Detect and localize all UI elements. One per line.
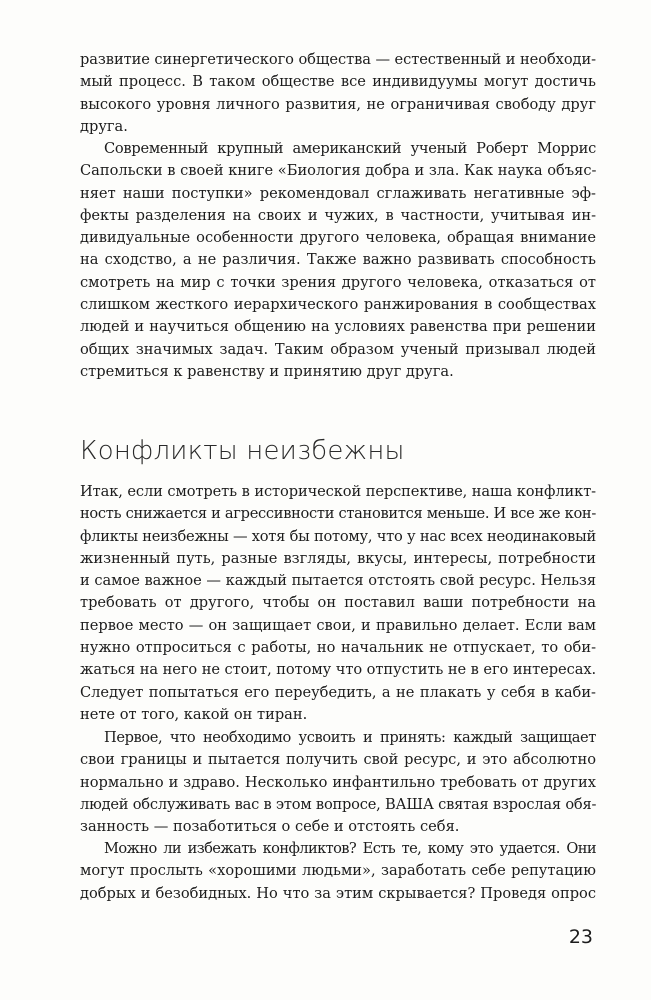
- text-line: Следует попытаться его переубедить, а не плакать у себя в каби-: [80, 683, 596, 701]
- text-line: дивидуальные особенности другого человека, обращая внимание: [80, 229, 596, 247]
- text-line: Первое, что необходимо усвоить и принять: каждый защищает: [104, 729, 596, 746]
- text-line: Итак, если смотреть в исторической перспективе, наша конфликт-: [80, 483, 596, 500]
- text-line: няет наши поступки» рекомендовал сглаживать негативные эф-: [80, 184, 596, 202]
- section-heading: Конфликты неизбежны: [80, 436, 405, 466]
- text-line: слишком жесткого иерархического ранжирования в сообществах: [80, 296, 596, 314]
- paragraph-2: [80, 138, 596, 383]
- text-line: нужно отпроситься с работы, но начальник не отпускает, то оби-: [80, 639, 596, 657]
- text-line: развитие синергетического общества — естественный и необходи-: [80, 51, 596, 68]
- text-line: фликты неизбежны — хотя бы потому, что у нас всех неодинаковый: [80, 527, 596, 545]
- text-line: людей и научиться общению на условиях равенства при решении: [80, 318, 596, 336]
- text-line: на сходство, а не различия. Также важно развивать способность: [80, 251, 596, 269]
- text-line: общих значимых задач. Таким образом ученый призывал людей: [80, 340, 596, 358]
- text-line: жизненный путь, разные взгляды, вкусы, интересы, потребности: [80, 549, 596, 567]
- text-line: друга.: [80, 117, 128, 135]
- text-line: стремиться к равенству и принятию друг друга.: [80, 362, 454, 380]
- text-line: высокого уровня личного развития, не ограничивая свободу друг: [80, 95, 596, 113]
- text-line: Сапольски в своей книге «Биология добра и зла. Как наука объяс-: [80, 162, 597, 180]
- text-line: людей обслуживать вас в этом вопросе, ВАША святая взрослая обя-: [80, 795, 597, 813]
- page-number: 23: [568, 926, 593, 948]
- text-line: требовать от другого, чтобы он поставил ваши потребности на: [80, 594, 596, 612]
- text-line: нормально и здраво. Несколько инфантильно требовать от других: [80, 773, 596, 791]
- paragraph-3: [80, 481, 596, 726]
- text-line: жаться на него не стоит, потому что отпустить не в его интересах.: [80, 661, 597, 679]
- text-line: смотреть на мир с точки зрения другого человека, отказаться от: [80, 273, 596, 291]
- text-line: могут прослыть «хорошими людьми», заработать себе репутацию: [80, 862, 596, 880]
- paragraph-4: [80, 727, 596, 838]
- text-line: занность — позаботиться о себе и отстоять себя.: [80, 818, 460, 836]
- text-line: ность снижается и агрессивности становится меньше. И все же кон-: [80, 505, 596, 523]
- text-line: и самое важное — каждый пытается отстоять свой ресурс. Нельзя: [80, 572, 596, 590]
- text-line: первое место — он защищает свои, и правильно делает. Если вам: [80, 616, 596, 634]
- text-line: нете от того, какой он тиран.: [80, 705, 308, 723]
- paragraph-5: [80, 838, 596, 905]
- text-line: фекты разделения на своих и чужих, в частности, учитывая ин-: [80, 206, 596, 224]
- text-line: свои границы и пытается получить свой ресурс, и это абсолютно: [80, 751, 596, 769]
- text-line: Можно ли избежать конфликтов? Есть те, кому это удается. Они: [104, 840, 596, 857]
- text-line: мый процесс. В таком обществе все индивидуумы могут достичь: [80, 73, 596, 91]
- paragraph-1: [80, 49, 596, 138]
- text-line: Современный крупный американский ученый Роберт Моррис: [104, 140, 596, 157]
- text-line: добрых и безобидных. Но что за этим скрывается? Проведя опрос: [80, 884, 596, 902]
